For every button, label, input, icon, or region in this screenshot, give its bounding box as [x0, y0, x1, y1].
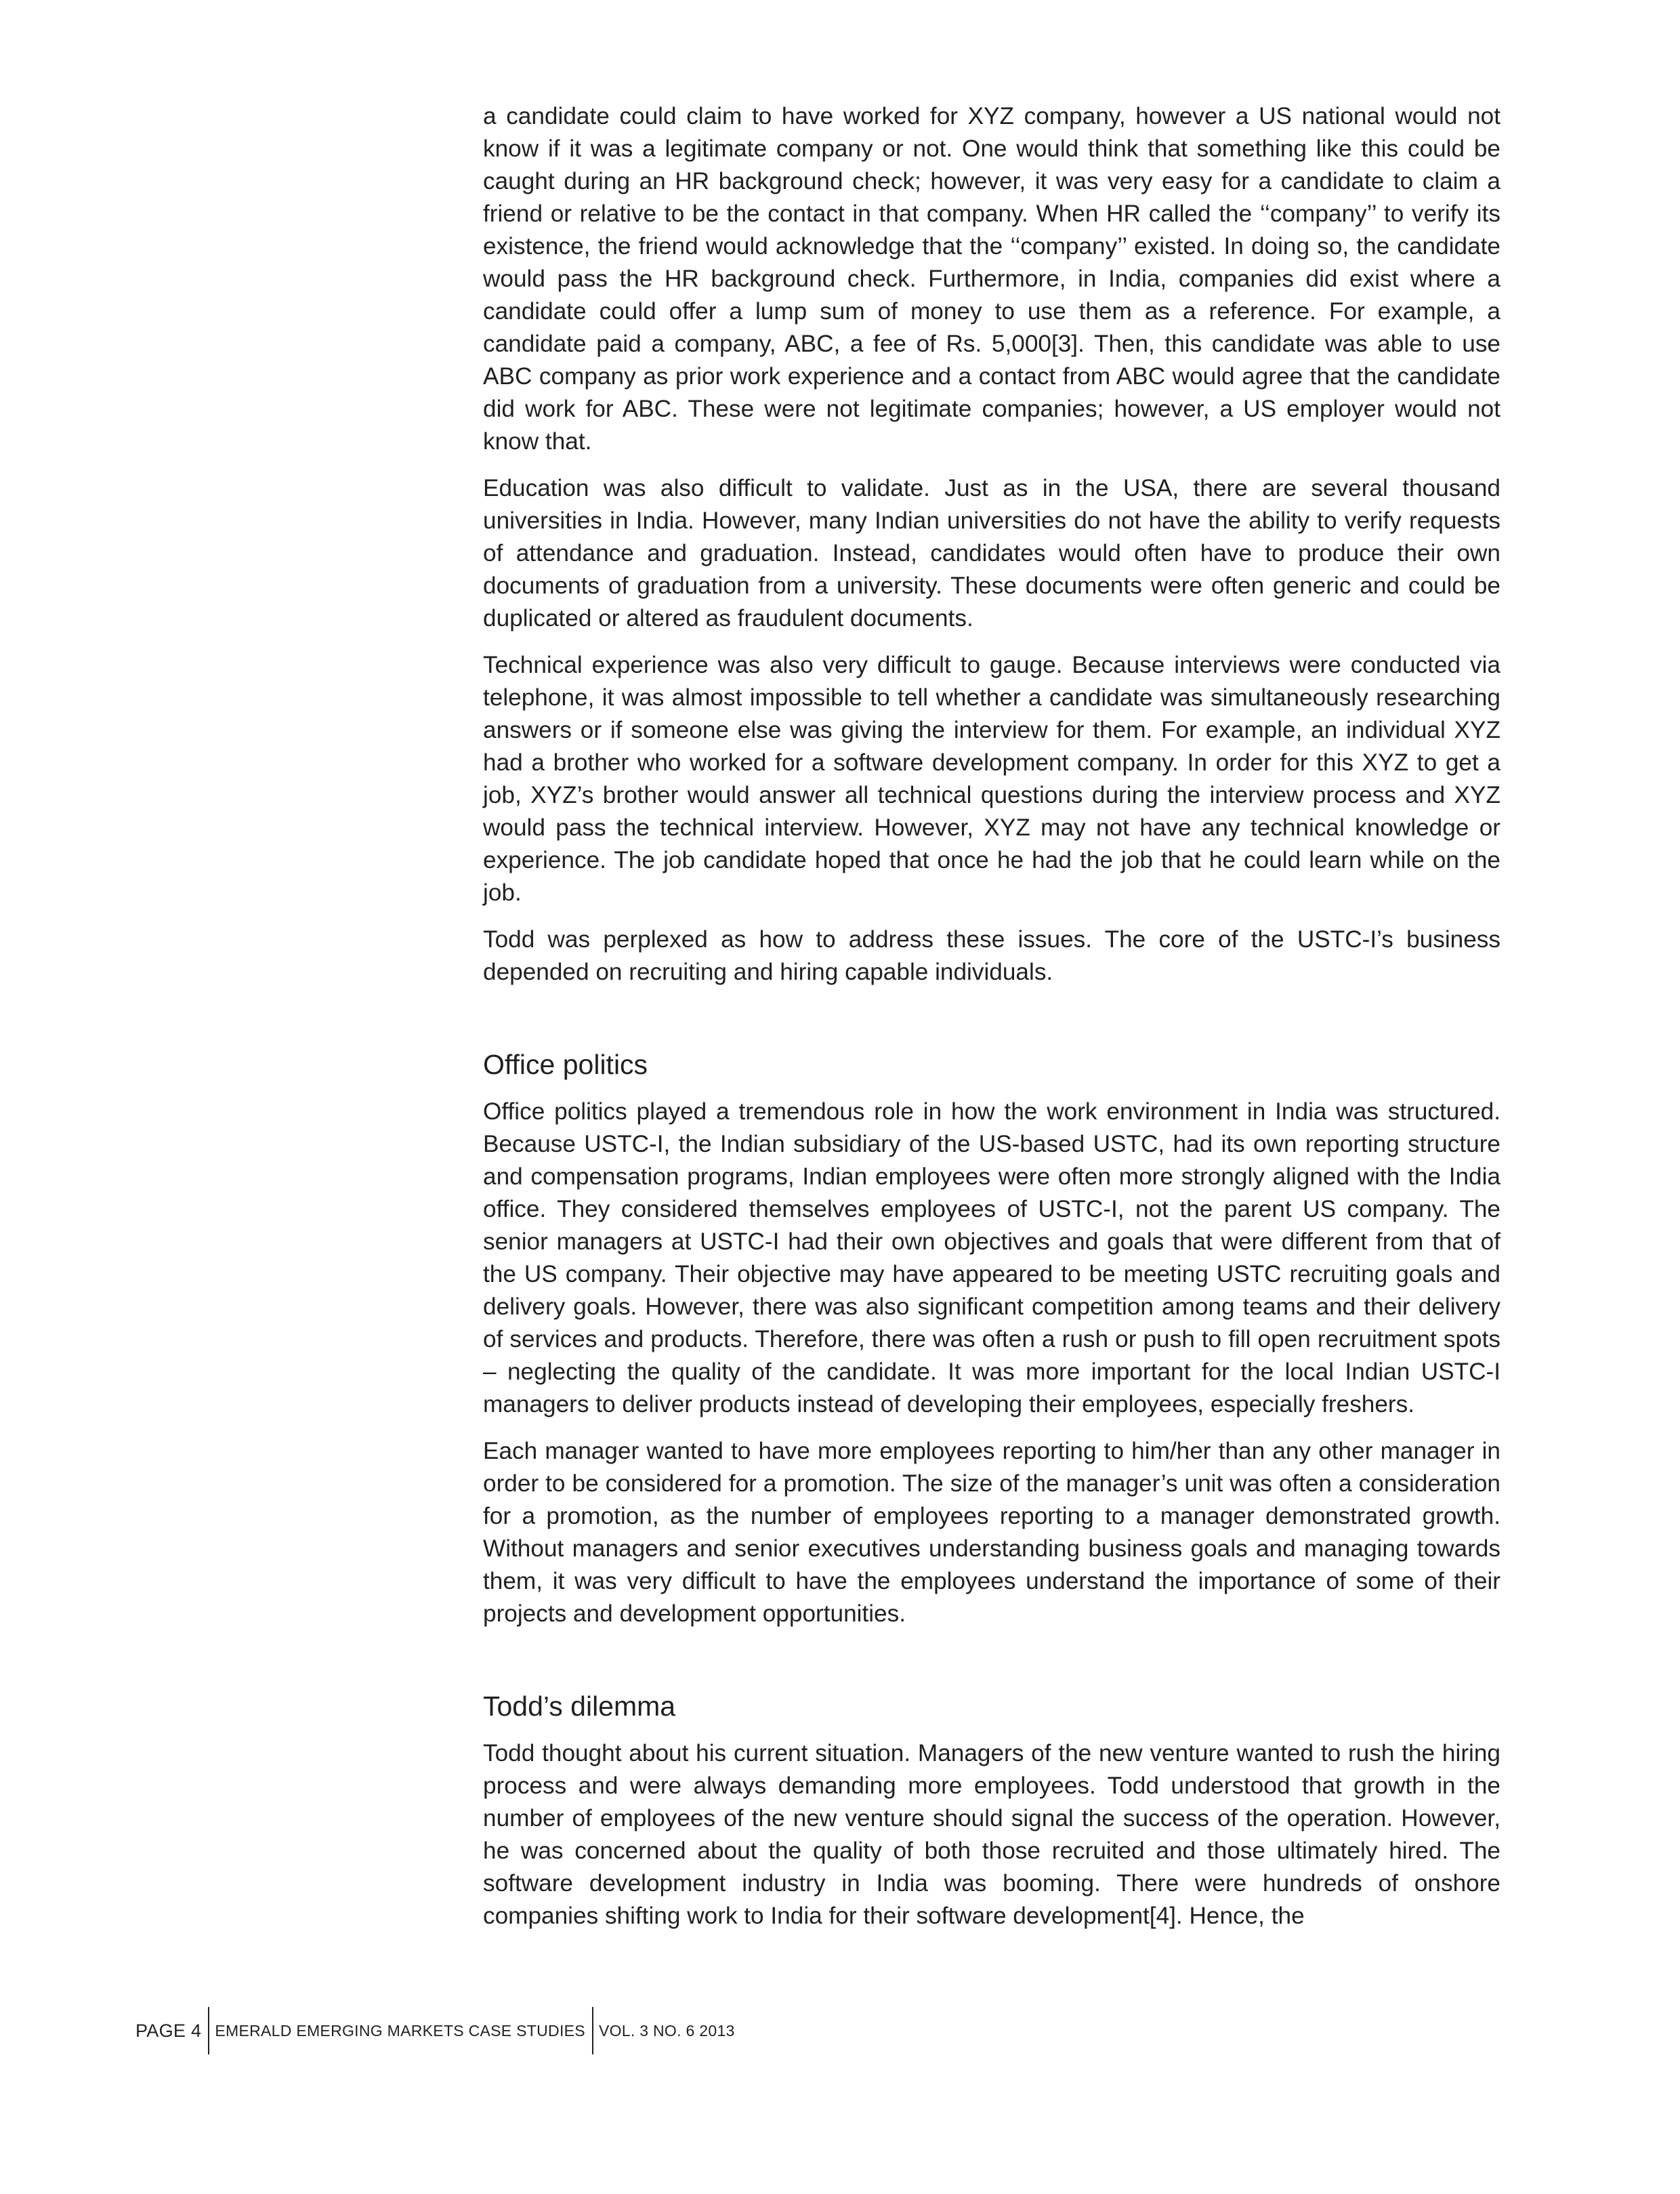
body-paragraph: Todd thought about his current situation. Managers of the new venture wanted to rush the hiring process and were always demanding more employees. Todd understood that growth in the number of employees of the new venture should signal the success of the operation. However, he was concerned about the quality of both those recruited and those ultimately hired. The software development industry in India was booming. There were hundreds of onshore companies shifting work to India for their software development[4]. Hence, the	[483, 1740, 1500, 1929]
body-paragraph: Each manager wanted to have more employees reporting to him/her than any other manager in order to be considered for a promotion. The size of the manager’s unit was often a consideration for a promotion, as the number of employees reporting to a manager demonstrated growth. Without managers and senior executives understanding business goals and managing towards them, it was very difficult to have the employees understand the importance of some of their projects and development opportunities.	[483, 1438, 1500, 1627]
article-body	[483, 100, 1500, 1947]
volume-info: VOL. 3 NO. 6 2013	[598, 2021, 735, 2040]
body-paragraph: Education was also difficult to validate. Just as in the USA, there are several thousand universities in India. However, many Indian universities do not have the ability to verify requests of attendance and graduation. Instead, candidates would often have to produce their own documents of graduation from a university. These documents were often generic and could be duplicated or altered as fraudulent documents.	[483, 475, 1500, 632]
body-paragraph: a candidate could claim to have worked for XYZ company, however a US national would not know if it was a legitimate company or not. One would think that something like this could be caught during an HR background check; however, it was very easy for a candidate to claim a friend or relative to be the contact in that company. When HR called the ‘‘company’’ to verify its existence, the friend would acknowledge that the ‘‘company’’ existed. In doing so, the candidate would pass the HR background check. Furthermore, in India, companies did exist where a candidate could offer a lump sum of money to use them as a reference. For example, a candidate paid a company, ABC, a fee of Rs. 5,000[3]. Then, this candidate was able to use ABC company as prior work experience and a contact from ABC would agree that the candidate did work for ABC. These were not legitimate companies; however, a US employer would not know that.	[483, 103, 1500, 455]
section-heading-office-politics: Office politics	[483, 1049, 648, 1080]
journal-title: EMERALD EMERGING MARKETS CASE STUDIES	[215, 2021, 585, 2040]
section-heading-todds-dilemma: Todd’s dilemma	[483, 1691, 676, 1722]
page-footer	[135, 2007, 735, 2054]
footer-divider	[208, 2007, 209, 2054]
body-paragraph: Technical experience was also very difficult to gauge. Because interviews were conducted via telephone, it was almost impossible to tell whether a candidate was simultaneously researching answers or if someone else was giving the interview for them. For example, an individual XYZ had a brother who worked for a software development company. In order for this XYZ to get a job, XYZ’s brother would answer all technical questions during the interview process and XYZ would pass the technical interview. However, XYZ may not have any technical knowledge or experience. The job candidate hoped that once he had the job that he could learn while on the job.	[483, 652, 1500, 906]
body-paragraph: Office politics played a tremendous role in how the work environment in India was structured. Because USTC-I, the Indian subsidiary of the US-based USTC, had its own reporting structure and compensation programs, Indian employees were often more strongly aligned with the India office. They considered themselves employees of USTC-I, not the parent US company. The senior managers at USTC-I had their own objectives and goals that were different from that of the US company. Their objective may have appeared to be meeting USTC recruiting goals and delivery goals. However, there was also significant competition among teams and their delivery of services and products. Therefore, there was often a rush or push to fill open recruitment spots – neglecting the quality of the candidate. It was more important for the local Indian USTC-I managers to deliver products instead of developing their employees, especially freshers.	[483, 1098, 1500, 1417]
body-paragraph: Todd was perplexed as how to address these issues. The core of the USTC-I’s business depended on recruiting and hiring capable individuals.	[483, 926, 1500, 985]
page-number: PAGE 4	[135, 2020, 202, 2041]
footer-divider	[592, 2007, 593, 2054]
